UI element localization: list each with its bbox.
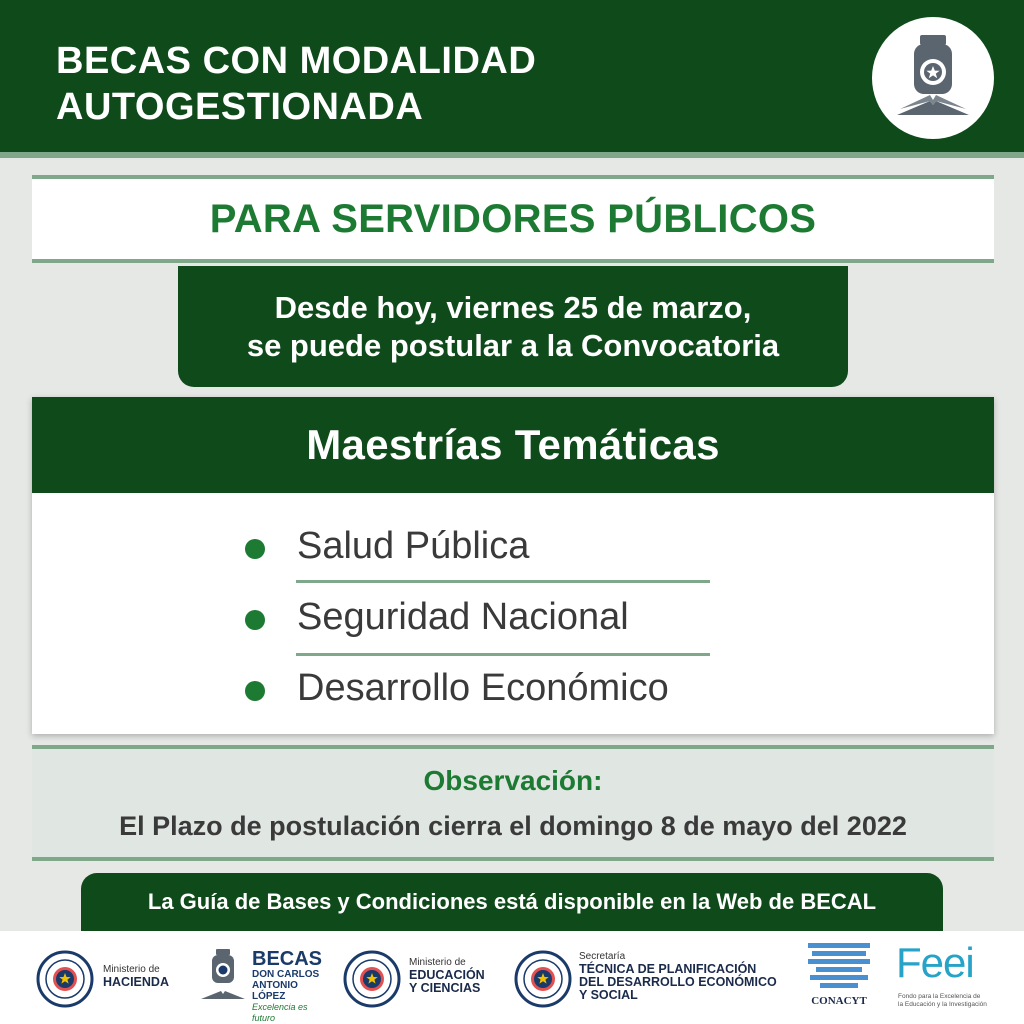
conacyt-logo-icon [806,939,872,993]
audience-label: PARA SERVIDORES PÚBLICOS [209,196,817,241]
bullet-icon [245,681,265,701]
observation-text: El Plazo de postulación cierra el domingo 8 de mayo del 2022 [119,811,907,841]
title-line-2: AUTOGESTIONADA [56,86,424,128]
becas-wordmark: BECAS DON CARLOS ANTONIO LÓPEZ Excelencia es futuro [252,948,323,1023]
title-line-1: BECAS CON MODALIDAD [56,40,537,82]
bullet-icon [245,610,265,630]
program-label: Salud Pública [297,525,530,567]
audience-band [32,175,994,263]
list-item [245,596,715,640]
header-divider [0,152,1024,158]
observation-title: Observación: [423,765,603,796]
program-label: Seguridad Nacional [297,596,629,638]
programs-title: Maestrías Temáticas [32,397,994,493]
list-item [245,667,715,711]
header-banner [0,0,1024,152]
bullet-icon [245,539,265,559]
paraguay-seal-icon [514,950,572,1008]
announcement-line-2: se puede postular a la Convocatoria [246,327,780,363]
footer-logos [0,931,1024,1024]
divider [296,580,710,583]
announcement-box [178,266,848,387]
conacyt-label: CONACYT [811,995,867,1007]
lamp-book-icon [872,17,994,139]
paraguay-seal-icon [343,950,401,1008]
stp-label: Secretaría TÉCNICA DE PLANIFICACIÓN DEL DESARROLLO ECONÓMICO Y SOCIAL [579,951,777,1002]
guide-notice: La Guía de Bases y Condiciones está disponible en la Web de BECAL [81,873,943,931]
page-title [56,38,756,130]
feei-wordmark: Feei [896,939,974,986]
program-label: Desarrollo Económico [297,667,669,709]
list-item [245,525,715,569]
becas-lamp-icon [198,947,248,1005]
feei-subtitle: Fondo para la Excelencia de la Educación y la Investigación [898,993,987,1008]
becal-logo [872,17,994,139]
hacienda-label: Ministerio de HACIENDA [103,964,169,989]
divider [296,653,710,656]
observation-box [32,745,994,861]
educacion-label: Ministerio de EDUCACIÓN Y CIENCIAS [409,957,485,995]
paraguay-seal-icon [36,950,94,1008]
announcement-line-1: Desde hoy, viernes 25 de marzo, [274,289,752,325]
